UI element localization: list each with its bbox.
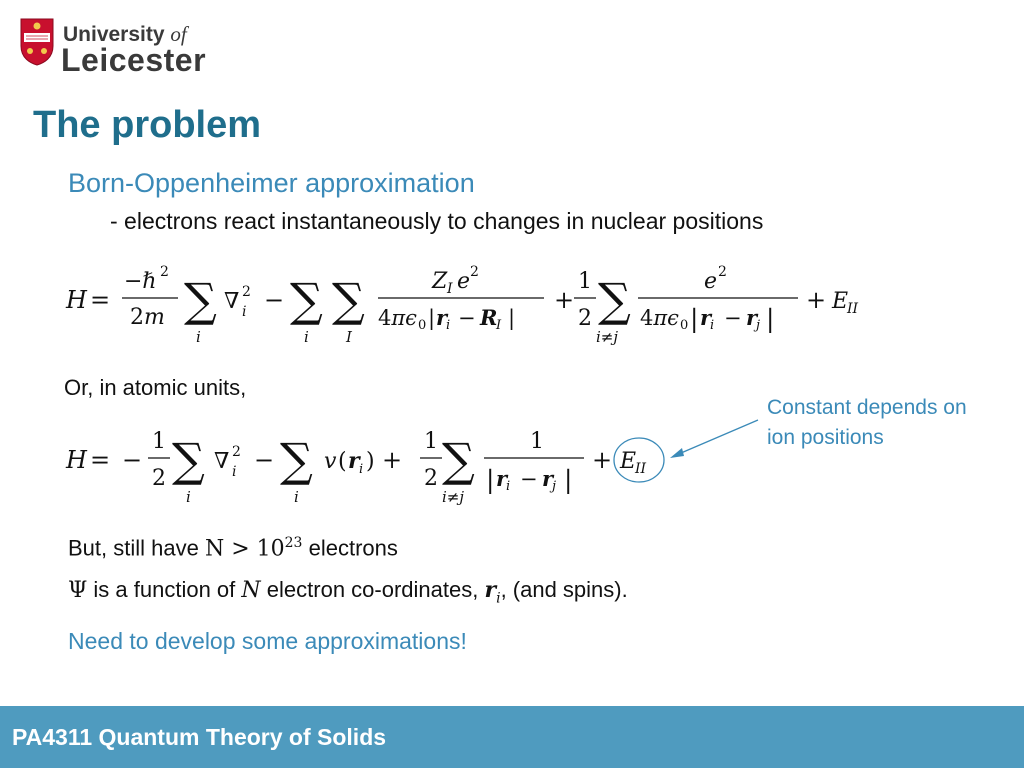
svg-text:r: r bbox=[348, 448, 360, 474]
svg-text:i: i bbox=[304, 328, 309, 346]
svg-text:1: 1 bbox=[152, 429, 166, 454]
svg-text:i: i bbox=[294, 488, 299, 506]
svg-text:): ) bbox=[366, 449, 375, 474]
svg-text:I: I bbox=[346, 328, 352, 346]
svg-text:i: i bbox=[506, 479, 511, 494]
svg-text:i≠j: i≠j bbox=[596, 328, 619, 346]
svg-text:−: − bbox=[520, 467, 538, 491]
svg-text:H: H bbox=[66, 286, 87, 314]
svg-text:I: I bbox=[447, 281, 453, 297]
svg-text:i: i bbox=[232, 464, 237, 480]
hamiltonian-equation bbox=[66, 258, 886, 358]
svg-text:2: 2 bbox=[424, 466, 438, 491]
svg-text:II: II bbox=[847, 301, 859, 317]
slide-subtitle: Born-Oppenheimer approximation bbox=[68, 168, 475, 198]
svg-text:r: r bbox=[496, 466, 508, 491]
svg-text:2: 2 bbox=[578, 306, 592, 331]
svg-text:r: r bbox=[436, 305, 448, 330]
svg-text:H: H bbox=[66, 446, 87, 474]
svg-text:e: e bbox=[457, 269, 471, 294]
need-approximations-text: Need to develop some approximations! bbox=[68, 628, 467, 654]
logo-university-text: University of bbox=[63, 22, 187, 46]
svg-text:I: I bbox=[496, 318, 502, 333]
svg-text:r: r bbox=[700, 305, 712, 330]
callout-text: Constant depends on ion positions bbox=[767, 396, 967, 449]
svg-text:+: + bbox=[382, 446, 403, 474]
svg-text:j: j bbox=[756, 318, 761, 333]
svg-text:2: 2 bbox=[160, 264, 169, 280]
svg-text:0: 0 bbox=[418, 318, 427, 333]
psi-line: Ψ is a function of N electron co-ordinates, $r_i$, (and spins). bbox=[68, 577, 628, 607]
callout-arrow bbox=[660, 412, 770, 472]
svg-text:i: i bbox=[186, 488, 191, 506]
svg-text:∑: ∑ bbox=[280, 433, 313, 487]
logo-leicester-text: Leicester bbox=[61, 42, 207, 78]
svg-text:1: 1 bbox=[578, 269, 592, 294]
university-logo bbox=[20, 16, 230, 78]
svg-text:−: − bbox=[724, 306, 742, 330]
svg-text:R: R bbox=[480, 305, 498, 330]
svg-text:2: 2 bbox=[470, 264, 479, 280]
svg-text:4πϵ: 4πϵ bbox=[378, 306, 417, 330]
svg-text:i: i bbox=[359, 462, 364, 477]
svg-text:(: ( bbox=[338, 449, 347, 474]
svg-text:j: j bbox=[552, 479, 557, 494]
svg-text:∑: ∑ bbox=[184, 273, 217, 327]
svg-text:=: = bbox=[90, 446, 111, 474]
svg-text:1: 1 bbox=[530, 429, 544, 454]
bullet-text: - electrons react instantaneously to changes in nuclear positions bbox=[110, 208, 764, 234]
svg-text:2: 2 bbox=[718, 264, 727, 280]
svg-text:∇: ∇ bbox=[224, 289, 240, 314]
svg-text:∑: ∑ bbox=[442, 433, 475, 487]
svg-text:i: i bbox=[196, 328, 201, 346]
footer-course-title: PA4311 Quantum Theory of Solids bbox=[12, 724, 387, 750]
atomic-units-label: Or, in atomic units, bbox=[64, 375, 247, 400]
svg-text:+: + bbox=[592, 446, 613, 474]
svg-text:II: II bbox=[635, 461, 647, 477]
svg-text:|: | bbox=[564, 465, 573, 494]
svg-text:=: = bbox=[90, 286, 111, 314]
svg-text:4πϵ: 4πϵ bbox=[640, 306, 679, 330]
svg-text:i: i bbox=[446, 318, 451, 333]
svg-text:−: − bbox=[458, 306, 476, 330]
svg-text:2m: 2m bbox=[130, 305, 165, 330]
svg-text:−: − bbox=[122, 446, 143, 474]
svg-text:2: 2 bbox=[232, 444, 241, 460]
footer-bar bbox=[0, 706, 1024, 768]
slide-title: The problem bbox=[33, 104, 262, 146]
svg-text:E: E bbox=[620, 449, 637, 474]
svg-text:0: 0 bbox=[680, 318, 689, 333]
svg-text:+: + bbox=[554, 286, 575, 314]
svg-text:−: − bbox=[254, 446, 275, 474]
svg-text:|: | bbox=[428, 306, 436, 330]
crest-icon bbox=[20, 18, 54, 66]
svg-text:r: r bbox=[746, 305, 758, 330]
svg-text:|: | bbox=[486, 465, 495, 494]
svg-text:−ℏ: −ℏ bbox=[124, 269, 157, 294]
svg-text:v: v bbox=[324, 449, 337, 474]
svg-text:r: r bbox=[542, 466, 554, 491]
svg-text:−: − bbox=[264, 286, 285, 314]
svg-text:∇: ∇ bbox=[214, 449, 230, 474]
atomic-units-equation bbox=[66, 420, 706, 520]
svg-text:Z: Z bbox=[432, 269, 448, 294]
svg-text:2: 2 bbox=[152, 466, 166, 491]
svg-text:1: 1 bbox=[424, 429, 438, 454]
svg-text:|: | bbox=[690, 304, 699, 333]
svg-text:e: e bbox=[704, 269, 718, 294]
svg-text:|: | bbox=[766, 304, 775, 333]
svg-text:∑: ∑ bbox=[172, 433, 205, 487]
svg-text:i≠j: i≠j bbox=[442, 488, 465, 506]
svg-text:2: 2 bbox=[242, 284, 251, 300]
svg-text:i: i bbox=[242, 304, 247, 320]
svg-text:|: | bbox=[508, 306, 516, 330]
still-have-line: But, still have $N > 10^{23}$ electrons bbox=[68, 535, 398, 562]
svg-text:∑: ∑ bbox=[598, 273, 631, 327]
svg-text:E: E bbox=[832, 289, 849, 314]
svg-text:∑: ∑ bbox=[332, 273, 365, 327]
svg-text:∑: ∑ bbox=[290, 273, 323, 327]
svg-text:i: i bbox=[710, 318, 715, 333]
svg-text:+: + bbox=[806, 286, 827, 314]
